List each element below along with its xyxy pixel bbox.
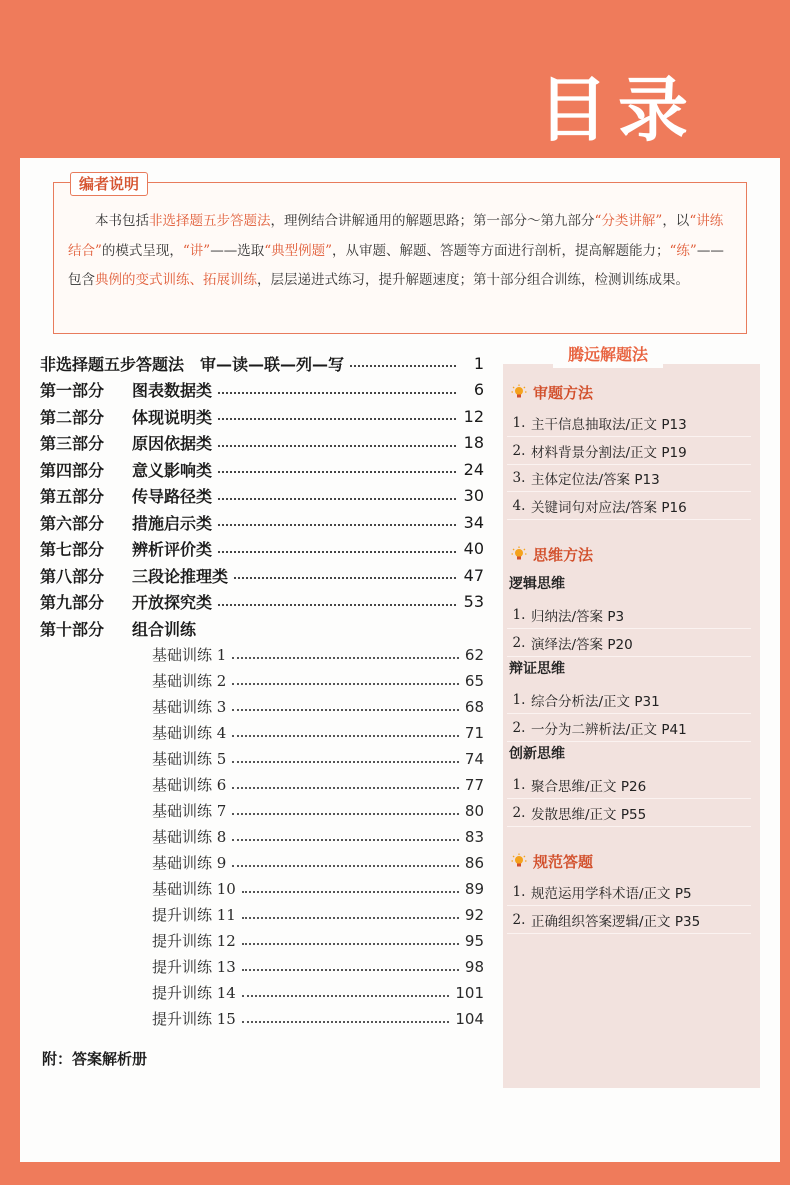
toc-row-training[interactable] xyxy=(152,824,484,850)
toc-leader-dots xyxy=(232,839,459,841)
note-text: ——包含 xyxy=(68,242,724,288)
toc-part-name: 意义影响类 xyxy=(132,460,213,480)
note-text: 本书包括 xyxy=(95,213,149,229)
note-highlight: “典型例题” xyxy=(264,242,333,259)
toc-row-part[interactable] xyxy=(40,456,484,482)
note-highlight: “讲” xyxy=(182,242,211,259)
method-section-title: 思维方法 xyxy=(533,545,594,564)
method-item-text: 聚合思维/正文 P26 xyxy=(531,779,647,795)
note-highlight: 典例的变式训练、拓展训练 xyxy=(95,272,257,288)
toc-page-number: 80 xyxy=(464,801,484,820)
method-item[interactable] xyxy=(507,907,751,934)
toc-part-label: 第九部分 xyxy=(40,593,105,612)
note-highlight: “练” xyxy=(669,242,697,259)
toc-training-name: 提升训练 13 xyxy=(152,958,236,976)
note-highlight: “讲练结合” xyxy=(68,213,724,259)
toc-leader-dots xyxy=(242,891,459,893)
method-item-text: 发散思维/正文 P55 xyxy=(531,806,647,823)
toc-row-training[interactable] xyxy=(152,798,484,824)
toc-training-name: 基础训练 1 xyxy=(152,646,227,664)
method-subheading: 创新思维 xyxy=(509,746,565,762)
toc-training-name: 提升训练 15 xyxy=(152,1010,236,1028)
toc-page-number: 18 xyxy=(463,433,484,452)
method-item-number: 2. xyxy=(512,442,526,459)
toc-row-intro[interactable] xyxy=(40,350,484,376)
toc-part-label: 第六部分 xyxy=(40,513,105,533)
page-title: 目录 xyxy=(538,69,698,151)
toc-part-name: 辨析评价类 xyxy=(132,540,213,559)
toc-page-number: 6 xyxy=(473,380,484,399)
note-text: ，理例结合讲解通用的解题思路；第一部分～第九部分 xyxy=(270,213,595,229)
method-section-title: 审题方法 xyxy=(533,383,594,402)
method-item-number: 4. xyxy=(512,497,526,514)
lightbulb-icon xyxy=(511,384,527,400)
method-item-text: 规范运用学科术语/正文 P5 xyxy=(531,886,692,902)
toc-leader-dots xyxy=(218,604,456,606)
toc-leader-dots xyxy=(242,1021,450,1023)
editor-note-body xyxy=(68,207,734,296)
editor-note-tag: 编者说明 xyxy=(70,172,148,196)
toc-training-name: 提升训练 12 xyxy=(152,932,236,950)
method-item-text: 正确组织答案逻辑/正文 P35 xyxy=(531,913,701,930)
toc-row-training[interactable] xyxy=(152,876,484,902)
toc-row-training[interactable] xyxy=(152,902,484,928)
toc-row-training[interactable] xyxy=(152,980,484,1006)
toc-page-number: 12 xyxy=(463,406,484,426)
toc-row-training[interactable] xyxy=(152,668,484,694)
editor-note-box xyxy=(53,175,747,334)
toc-leader-dots xyxy=(232,683,459,685)
toc-page-number: 83 xyxy=(464,827,484,846)
method-item[interactable] xyxy=(507,715,751,742)
method-item[interactable] xyxy=(507,800,751,827)
toc-training-name: 基础训练 7 xyxy=(152,802,227,820)
method-item[interactable] xyxy=(507,879,751,906)
note-text: ，从审题、解题、答题等方面进行剖析，提高解题能力； xyxy=(332,242,670,259)
note-text: ——选取 xyxy=(210,242,265,259)
toc-part-name: 开放探究类 xyxy=(132,593,213,612)
toc-leader-dots xyxy=(218,524,456,526)
method-item-text: 归纳法/答案 P3 xyxy=(531,609,625,625)
toc-row-part[interactable] xyxy=(40,562,484,588)
method-item-number: 1. xyxy=(512,884,526,900)
note-highlight: 非选择题五步答题法 xyxy=(149,213,271,229)
toc-training-name: 基础训练 3 xyxy=(152,698,227,716)
toc-part-name: 原因依据类 xyxy=(132,434,213,453)
toc-leader-dots xyxy=(242,943,459,945)
toc-page-number: 24 xyxy=(463,459,484,479)
toc-part-label: 第四部分 xyxy=(40,460,105,480)
toc-row-part[interactable] xyxy=(40,377,484,403)
toc-row-part[interactable] xyxy=(40,615,484,641)
toc-row-training[interactable] xyxy=(152,850,484,876)
toc-training-name: 基础训练 10 xyxy=(152,880,236,898)
method-item-number: 1. xyxy=(512,777,526,793)
toc-leader-dots xyxy=(242,917,459,919)
note-text: ，层层递进式练习，提升解题速度；第十部分组合训练，检测训练成果。 xyxy=(257,272,689,288)
toc-part-label: 第三部分 xyxy=(40,434,105,453)
toc-row-training[interactable] xyxy=(152,642,484,668)
toc-part-label: 第二部分 xyxy=(40,407,105,427)
toc-page-number: 40 xyxy=(463,539,484,558)
lightbulb-icon xyxy=(511,546,527,562)
toc-page-number: 34 xyxy=(463,512,484,532)
method-item-text: 综合分析法/正文 P31 xyxy=(531,694,660,710)
toc-leader-dots xyxy=(242,969,459,971)
toc-page-number: 68 xyxy=(464,697,484,716)
toc-training-name: 提升训练 11 xyxy=(152,906,236,924)
method-section-heading xyxy=(511,542,751,566)
toc-page-number: 101 xyxy=(455,983,484,1002)
toc-training-name: 基础训练 4 xyxy=(152,724,227,742)
toc-row-training[interactable] xyxy=(152,720,484,746)
method-section-heading xyxy=(511,849,751,873)
method-item-number: 3. xyxy=(512,470,526,486)
toc-leader-dots xyxy=(232,865,459,867)
toc-part-name: 组合训练 xyxy=(132,619,197,639)
toc-training-name: 基础训练 2 xyxy=(152,672,227,690)
toc-training-name: 基础训练 5 xyxy=(152,750,227,768)
method-item-number: 2. xyxy=(512,719,526,736)
toc-part-label: 第十部分 xyxy=(40,619,105,639)
toc-page-number: 74 xyxy=(464,749,484,768)
method-item-text: 主体定位法/答案 P13 xyxy=(531,472,660,488)
toc-row-part[interactable] xyxy=(40,536,484,562)
toc-training-name: 提升训练 14 xyxy=(152,984,236,1002)
toc-page-number: 95 xyxy=(464,931,484,950)
method-item-text: 材料背景分割法/正文 P19 xyxy=(531,444,687,461)
toc-leader-dots xyxy=(218,498,456,500)
method-item[interactable] xyxy=(507,465,751,492)
toc-page-number: 71 xyxy=(464,723,484,742)
method-item[interactable] xyxy=(507,602,751,629)
toc-part-label: 第五部分 xyxy=(40,487,105,506)
toc-part-name: 三段论推理类 xyxy=(132,566,229,586)
note-highlight: “分类讲解” xyxy=(594,213,663,229)
toc-part-name: 图表数据类 xyxy=(132,381,213,400)
toc-leader-dots xyxy=(234,577,456,579)
method-item-number: 1. xyxy=(512,692,526,708)
method-item-text: 主干信息抽取法/正文 P13 xyxy=(531,417,687,433)
method-item[interactable] xyxy=(507,493,751,520)
toc-part-name: 传导路径类 xyxy=(132,487,213,506)
toc-row-training[interactable] xyxy=(152,694,484,720)
toc-page-number: 62 xyxy=(464,645,484,664)
method-section-heading xyxy=(511,380,751,404)
toc-page-number: 30 xyxy=(463,486,484,505)
toc-leader-dots xyxy=(218,471,456,473)
toc-part-name: 措施启示类 xyxy=(132,513,213,533)
toc-part-label: 第八部分 xyxy=(40,566,105,586)
toc-training-name: 基础训练 8 xyxy=(152,828,227,846)
toc-page-number: 92 xyxy=(464,905,484,924)
method-item-text: 一分为二辨析法/正文 P41 xyxy=(531,721,687,738)
method-item[interactable] xyxy=(507,772,751,799)
method-item[interactable] xyxy=(507,687,751,714)
toc-leader-dots xyxy=(242,995,450,997)
toc-leader-dots xyxy=(218,392,456,394)
method-section-title: 规范答题 xyxy=(533,852,594,871)
toc-row-training[interactable] xyxy=(152,772,484,798)
toc-training-name: 基础训练 9 xyxy=(152,854,227,872)
method-item-number: 2. xyxy=(512,911,526,928)
toc-leader-dots xyxy=(232,787,459,789)
toc-page-number: 53 xyxy=(463,592,484,611)
toc-row-part[interactable] xyxy=(40,589,484,615)
toc-part-label: 第一部分 xyxy=(40,381,105,400)
note-text: ，以 xyxy=(662,213,690,229)
toc-row-training[interactable] xyxy=(152,746,484,772)
method-item[interactable] xyxy=(507,630,751,657)
toc-page-number: 86 xyxy=(464,853,484,872)
method-item[interactable] xyxy=(507,410,751,437)
toc-page-number: 104 xyxy=(455,1009,484,1028)
lightbulb-icon xyxy=(511,853,527,869)
toc-page-number: 98 xyxy=(464,957,484,976)
toc-page-number: 1 xyxy=(473,353,484,373)
toc-row-part[interactable] xyxy=(40,403,484,429)
toc-row-training[interactable] xyxy=(152,954,484,980)
content-page xyxy=(20,158,780,1162)
toc-training-name: 基础训练 6 xyxy=(152,776,227,794)
toc-row-part[interactable] xyxy=(40,483,484,509)
toc-leader-dots xyxy=(350,365,456,367)
toc-leader-dots xyxy=(218,445,456,447)
toc-page-number: 65 xyxy=(464,671,484,690)
toc-page-number: 77 xyxy=(464,775,484,794)
method-item-number: 2. xyxy=(512,634,526,651)
appendix-label: 附：答案解析册 xyxy=(42,1050,148,1068)
method-subheading: 辩证思维 xyxy=(509,661,565,677)
toc-page-number: 89 xyxy=(464,879,484,898)
toc-leader-dots xyxy=(218,551,456,553)
toc-leader-dots xyxy=(232,761,459,763)
toc-leader-dots xyxy=(232,813,459,815)
toc-title: 非选择题五步答题法 审—读—联—列—写 xyxy=(40,354,345,374)
method-item-text: 演绎法/答案 P20 xyxy=(531,636,633,653)
toc-part-name: 体现说明类 xyxy=(132,407,213,427)
toc-row-part[interactable] xyxy=(40,430,484,456)
toc-row-part[interactable] xyxy=(40,509,484,535)
toc-leader-dots xyxy=(218,418,456,420)
method-item[interactable] xyxy=(507,438,751,465)
toc-leader-dots xyxy=(232,657,459,659)
toc-page-number: 47 xyxy=(463,565,484,585)
method-item-number: 1. xyxy=(512,415,526,431)
method-panel xyxy=(503,345,760,1088)
method-item-number: 1. xyxy=(512,607,526,623)
method-item-text: 关键词句对应法/答案 P16 xyxy=(531,499,687,516)
toc-leader-dots xyxy=(232,735,459,737)
toc-row-training[interactable] xyxy=(152,1006,484,1032)
method-item-number: 2. xyxy=(512,804,526,821)
note-text: 的模式呈现， xyxy=(101,242,183,259)
method-subheading: 逻辑思维 xyxy=(509,576,565,592)
toc-row-training[interactable] xyxy=(152,928,484,954)
toc-leader-dots xyxy=(232,709,459,711)
toc-part-label: 第七部分 xyxy=(40,540,105,559)
method-panel-title: 腾远解题法 xyxy=(553,342,663,368)
